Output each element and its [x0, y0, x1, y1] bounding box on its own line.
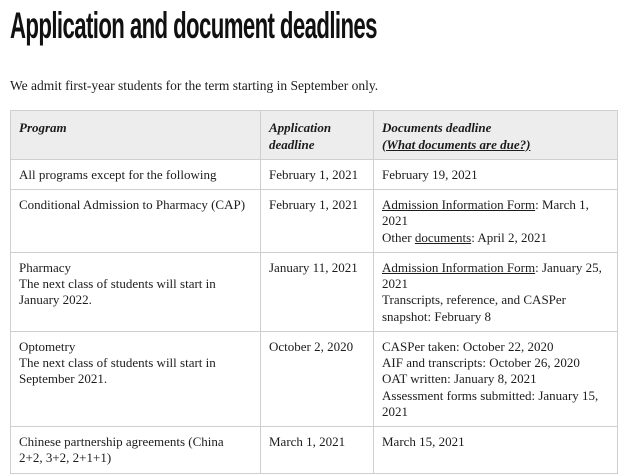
documents-deadline-cell: February 19, 2021: [374, 159, 618, 189]
col-header-documents-deadline-label: Documents deadline: [382, 120, 492, 136]
document-link[interactable]: Admission Information Form: [382, 259, 536, 275]
program-cell: Conditional Admission to Pharmacy (CAP): [11, 190, 261, 253]
col-header-program-label: Program: [19, 120, 67, 136]
table-row: [11, 252, 618, 331]
application-deadline-cell: February 1, 2021: [261, 190, 374, 253]
application-deadline-cell: March 1, 2021: [261, 427, 374, 474]
col-header-documents-deadline: [374, 111, 618, 160]
documents-deadline-cell: March 15, 2021: [374, 427, 618, 474]
what-documents-are-due-link[interactable]: (What documents are due?): [382, 136, 531, 152]
program-cell: Chinese partnership agreements (China 2+2, 3+2, 2+1+1): [11, 427, 261, 474]
program-cell: All programs except for the following: [11, 159, 261, 189]
application-deadline-cell: October 2, 2020: [261, 331, 374, 426]
table-row: [11, 190, 618, 253]
page-content: [0, 5, 625, 474]
documents-deadline-cell: CASPer taken: October 22, 2020 AIF and transcripts: October 26, 2020 OAT written: January 8, 2021 Assessment forms submitted: January 15, 2021: [374, 331, 618, 426]
program-cell: Optometry The next class of students will start in September 2021.: [11, 331, 261, 426]
application-deadline-cell: January 11, 2021: [261, 252, 374, 331]
table-row: [11, 427, 618, 474]
table-row: [11, 331, 618, 426]
table-header-row: [11, 111, 618, 160]
col-header-application-deadline-label: Application deadline: [269, 120, 332, 152]
col-header-application-deadline: [261, 111, 374, 160]
application-deadline-cell: February 1, 2021: [261, 159, 374, 189]
document-link[interactable]: Admission Information Form: [382, 197, 536, 213]
document-link[interactable]: documents: [414, 229, 472, 245]
documents-deadline-cell: Admission Information Form: March 1, 2021 Other documents: April 2, 2021: [374, 190, 618, 253]
table-body: [11, 159, 618, 473]
intro-text: We admit first-year students for the term starting in September only.: [10, 78, 379, 94]
page-title: Application and document deadlines: [10, 5, 377, 46]
program-cell: Pharmacy The next class of students will start in January 2022.: [11, 252, 261, 331]
deadlines-table: [10, 110, 618, 473]
documents-deadline-cell: Admission Information Form: January 25, 2021 Transcripts, reference, and CASPer snapshot: February 8: [374, 252, 618, 331]
table-row: [11, 159, 618, 189]
col-header-program: [11, 111, 261, 160]
